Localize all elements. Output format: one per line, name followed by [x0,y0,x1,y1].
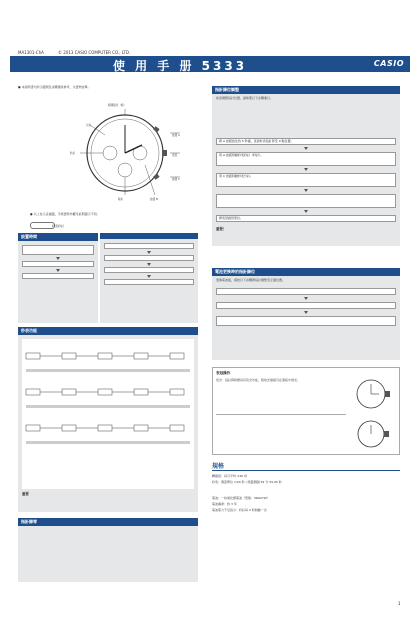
crown-watch-icon [353,374,395,414]
specs-row-5: 電池電力不足指示：秒針每 2 秒跳動一次 [212,508,267,512]
label-crown: 表冠 [172,154,178,157]
arrow-down-icon [304,210,308,213]
hand-adjust-subtitle: 如需調整指針位置，請參照以下步驟進行。 [216,96,274,100]
set-time-heading: 設置時間 [18,233,98,241]
arrow-down-icon [304,297,308,300]
specs-row-1: 精確度：每月平均 ±20 秒 [212,474,248,478]
set-time-step-3 [22,273,94,279]
arrow-down-icon [304,168,308,171]
hand-reset-heading: 指針歸零 [18,518,198,526]
stopwatch-important: 重要 [22,492,29,496]
battery-reset-panel [212,268,400,360]
label-hour: 時針 [118,198,124,201]
hand-adjust-step-5: 將表冠推回原位。 [216,215,396,222]
page-title: 使 用 手 册 5333 [112,59,248,73]
set-time-step-2 [22,261,94,267]
battery-step-1 [216,288,396,295]
battery-step-2 [216,302,396,309]
battery-reset-heading: 電池更換時的指針歸位 [212,268,400,276]
crown [162,150,167,156]
model-code: MA1301-ChA [18,50,44,55]
hand-adjust-step-2: 用 A 按鈕移動秒表秒針（秒針）。 [216,152,396,166]
label-second: 秒針 [70,152,76,155]
specs-title: 規格 [212,463,225,470]
crown-title: 表冠操作 [216,371,231,375]
stopwatch-diagram-area [22,339,194,489]
arrow-down-icon [56,269,60,272]
hand-adjust-panel [212,86,400,246]
page-number: 1 [398,601,401,606]
arrow-down-icon [56,257,60,260]
arrow-down-icon [304,147,308,150]
intro-line: ● 本說明書內所示圖例及步驟僅供參考，以實物為準。 [18,85,91,89]
label-button-a: 按鈕 A [172,134,180,137]
arrow-down-icon [147,275,151,278]
arrow-down-icon [304,311,308,314]
specs-row-2: 秒表：測量單位 1/20 秒 / 測量範圍 59 分 59.95 秒 [212,480,282,484]
battery-step-3 [216,316,396,326]
arrow-down-icon [304,189,308,192]
battery-reset-line: 更換電池後，請按以下步驟將指針調整至正確位置。 [216,278,286,282]
set-date-panel [100,233,198,323]
divider [216,414,346,415]
side-label: 秒表秒針 [52,224,65,228]
hand-adjust-step-1: 將 A 按鈕按住約 5 秒鐘，直到秒表指針移至 0 點位置。 [216,138,396,145]
hand-adjust-step-4 [216,194,396,208]
set-time-panel [18,233,98,323]
hand-adjust-heading: 指針歸位調整 [212,86,400,94]
stopwatch-panel [18,327,198,512]
hand-adjust-step-3: 用 C 按鈕移動秒表分針。 [216,173,396,187]
crown-section [212,367,400,455]
crown-watch-icon-2 [353,416,395,452]
specs-row-4: 電池壽命：約 3 年 [212,502,237,506]
arrow-down-icon [147,263,151,266]
brand-logo: CASIO [373,59,404,68]
set-date-step-2 [104,255,194,261]
stopwatch-flow-diagram [22,339,194,489]
hand-adjust-important: 重要！ [216,227,227,231]
arrow-down-icon [147,251,151,254]
label-minute: 分針 [86,124,92,127]
label-button-b: 按鈕 B [150,198,158,201]
set-date-step-3 [104,267,194,273]
set-date-step-1 [104,243,194,249]
set-date-heading [100,233,198,239]
title-bar [10,56,410,72]
label-button-c: 按鈕 C [172,178,180,181]
stopwatch-heading: 秒表功能 [18,327,198,335]
crown-note: 夜光：指針與時標具有夜光功能，吸收光線後可在黑暗中發光。 [216,378,301,382]
set-time-step-1 [22,245,94,255]
intro-bullet-2: ● 以上為示意插圖，手錶實際外觀可能與圖示不同。 [30,212,100,216]
specs-row-3: 電池：一枚氧化銀電池（型號：SR927W） [212,496,270,500]
set-date-step-4 [104,279,194,285]
copyright: © 2013 CASIO COMPUTER CO., LTD. [58,50,131,55]
specs-divider [212,470,400,471]
label-mode: 時間模式（時） [108,104,127,107]
hand-reset-panel [18,518,198,582]
set-time-notes [22,283,94,321]
